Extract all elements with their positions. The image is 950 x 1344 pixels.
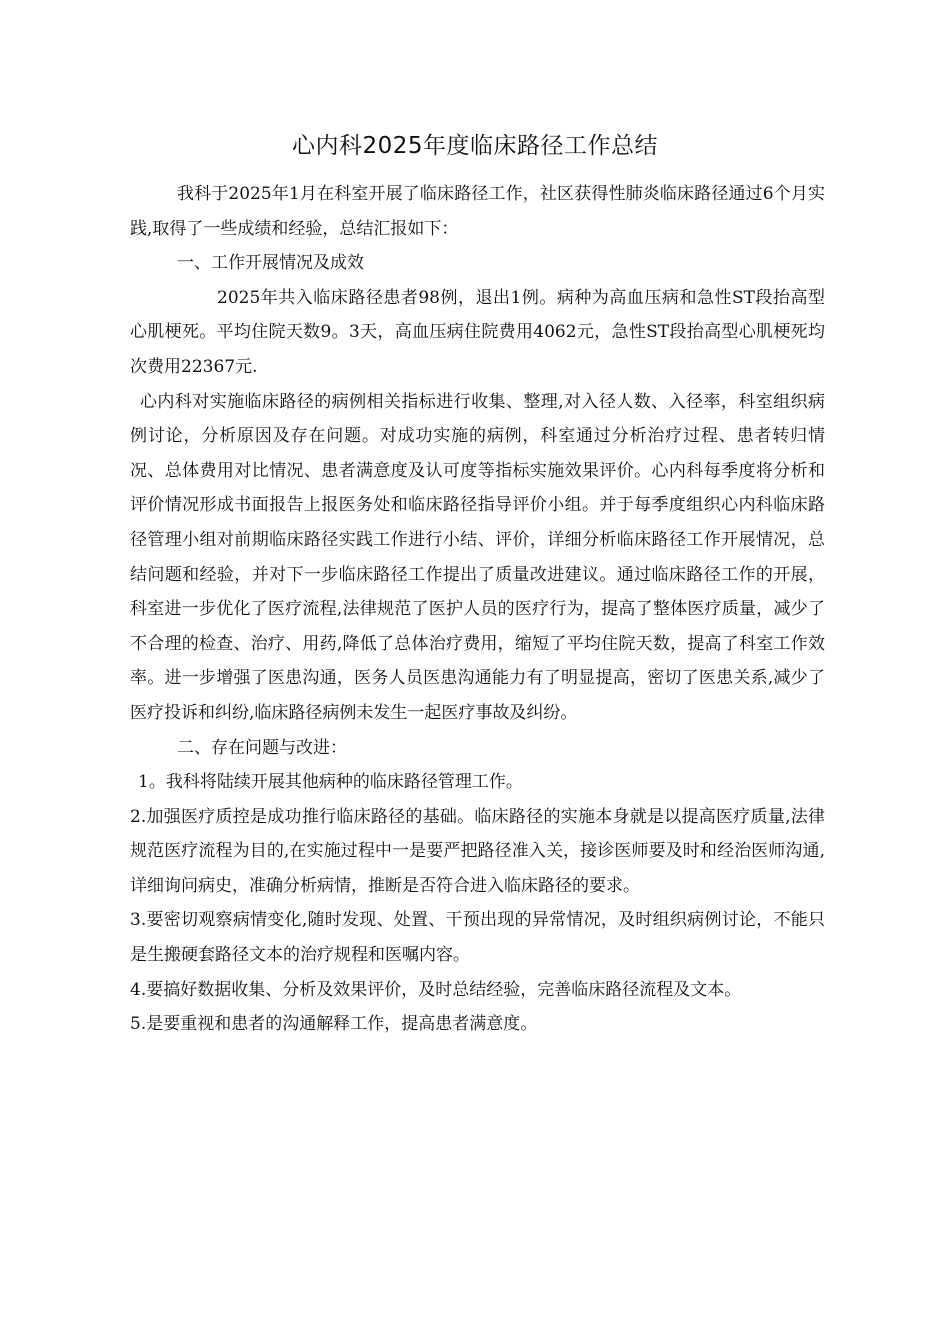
list-item-5: 5.是要重视和患者的沟通解释工作，提高患者满意度。 [130,1014,538,1035]
document-body [130,177,825,1042]
section-1-heading: 一、工作开展情况及成效 [177,253,364,274]
list-item-1: 1。我科将陆续开展其他病种的临床路径管理工作。 [138,772,523,793]
list-item-2: 2.加强医疗质控是成功推行临床路径的基础。临床路径的实施本身就是以提高医疗质量,法律规范医疗流程为目的,在实施过程中一是要严把路径准入关，接诊医师要及时和经治医师沟通,详细询问病史，准确分析病情，推断是否符合进入临床路径的要求。 [130,806,825,896]
document-title: 心内科2025年度临床路径工作总结 [291,133,659,159]
list-item-3: 3.要密切观察病情变化,随时发现、处置、干预出现的异常情况，及时组织病例讨论，不能只是生搬硬套路径文本的治疗规程和医嘱内容。 [130,910,825,966]
section-1-body-paragraph: 心内科对实施临床路径的病例相关指标进行收集、整理,对入径人数、入径率，科室组织病例讨论，分析原因及存在问题。对成功实施的病例，科室通过分析治疗过程、患者转归情况、总体费用对比情况、患者满意度及认可度等指标实施效果评价。心内科每季度将分析和评价情况形成书面报告上报医务处和临床路径指导评价小组。并于每季度组织心内科临床路径管理小组对前期临床路径实践工作进行小结、评价，详细分析临床路径工作开展情况，总结问题和经验，并对下一步临床路径工作提出了质量改进建议。通过临床路径工作的开展，科室进一步优化了医疗流程,法律规范了医护人员的医疗行为，提高了整体医疗质量，减少了不合理的检查、治疗、用药,降低了总体治疗费用，缩短了平均住院天数，提高了科室工作效率。进一步增强了医患沟通，医务人员医患沟通能力有了明显提高，密切了医患关系,减少了医疗投诉和纠纷,临床路径病例未发生一起医疗事故及纠纷。 [130,391,825,723]
intro-paragraph: 我科于2025年1月在科室开展了临床路径工作，社区获得性肺炎临床路径通过6个月实践,取得了一些成绩和经验，总结汇报如下： [130,184,825,239]
section-2-heading: 二、存在问题与改进： [177,737,347,758]
section-1-stats-paragraph: 2025年共入临床路径患者98例，退出1例。病种为高血压病和急性ST段抬高型心肌梗死。平均住院天数9。3天，高血压病住院费用4062元，急性ST段抬高型心肌梗死均次费用22367元. [130,287,825,377]
list-item-4: 4.要搞好数据收集、分析及效果评价，及时总结经验，完善临床路径流程及文本。 [130,979,742,1000]
